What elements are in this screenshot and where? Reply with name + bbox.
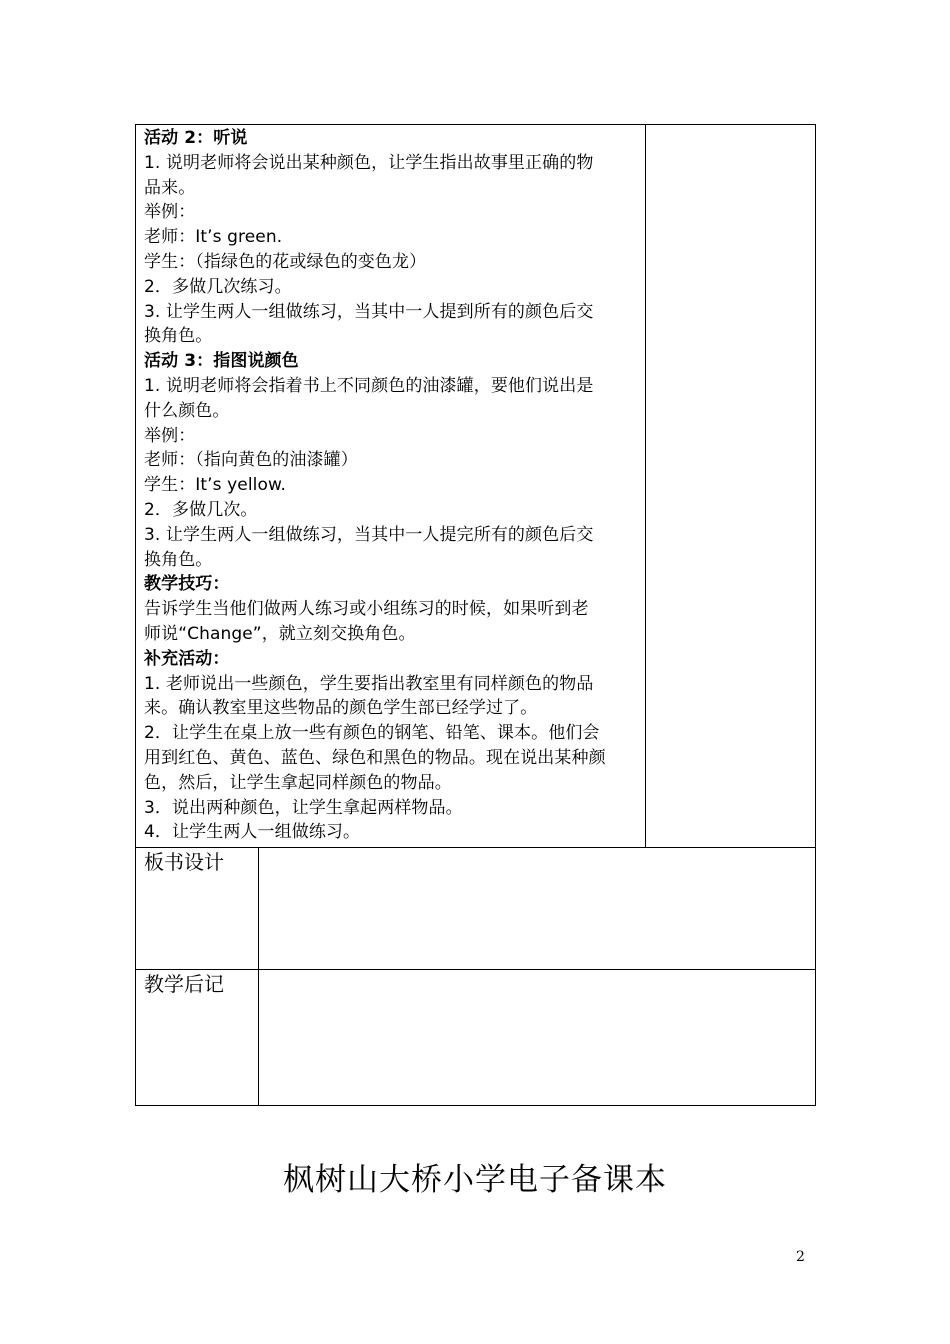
lesson-line: 2．让学生在桌上放一些有颜色的钢笔、铅笔、课本。他们会 <box>144 723 600 744</box>
lesson-column-divider <box>645 124 646 848</box>
lesson-line: 老师：（指向黄色的油漆罐） <box>144 450 358 471</box>
footer-title: 枫树山大桥小学电子备课本 <box>283 1162 667 1198</box>
lesson-line: 学生：（指绿色的花或绿色的变色龙） <box>144 251 427 272</box>
lesson-line: 2．多做几次。 <box>144 499 258 520</box>
section-heading: 活动 2：听说 <box>144 128 248 148</box>
label-column-divider <box>258 847 259 1106</box>
section-heading: 活动 3：指图说颜色 <box>144 351 299 372</box>
lesson-line: 3. 让学生两人一组做练习，当其中一人提到所有的颜色后交 <box>144 301 594 322</box>
lesson-line: 2．多做几次练习。 <box>144 276 292 297</box>
lesson-line: 1. 说明老师将会指着书上不同颜色的油漆罐，要他们说出是 <box>144 375 594 396</box>
lesson-line: 1. 老师说出一些颜色，学生要指出教室里有同样颜色的物品 <box>144 673 594 694</box>
lesson-line: 换角色。 <box>144 326 213 347</box>
lesson-line: 1. 说明老师将会说出某种颜色，让学生指出故事里正确的物 <box>144 152 594 173</box>
section-heading: 补充活动： <box>144 648 230 669</box>
lesson-line: 4．让学生两人一组做练习。 <box>144 822 361 843</box>
lesson-line: 举例： <box>144 202 196 223</box>
lesson-content <box>144 126 640 845</box>
section-heading: 教学技巧： <box>144 574 230 595</box>
lesson-line: 什么颜色。 <box>144 400 230 421</box>
lesson-line: 色，然后，让学生拿起同样颜色的物品。 <box>144 772 452 793</box>
lesson-line: 来。确认教室里这些物品的颜色学生部已经学过了。 <box>144 698 538 719</box>
row-divider-notes <box>135 969 816 970</box>
lesson-line: 用到红色、黄色、蓝色、绿色和黑色的物品。现在说出某种颜 <box>144 747 606 768</box>
lesson-line: 3. 让学生两人一组做练习，当其中一人提完所有的颜色后交 <box>144 524 594 545</box>
table-right-border <box>815 124 816 1106</box>
lesson-line: 品来。 <box>144 177 196 198</box>
lesson-line: 换角色。 <box>144 549 213 570</box>
board-design-label: 板书设计 <box>144 850 224 874</box>
page-number: 2 <box>796 1249 805 1265</box>
lesson-line: 举例： <box>144 425 196 446</box>
table-bottom-border <box>135 1105 816 1106</box>
lesson-line: 学生：It’s yellow. <box>144 475 286 496</box>
table-top-border <box>135 124 816 125</box>
lesson-line: 老师：It’s green. <box>144 227 283 248</box>
table-left-border <box>135 124 136 1106</box>
lesson-line: 3．说出两种颜色，让学生拿起两样物品。 <box>144 797 463 818</box>
lesson-line: 师说“Change”，就立刻交换角色。 <box>144 623 416 644</box>
row-divider-board <box>135 847 816 848</box>
teaching-notes-label: 教学后记 <box>144 972 224 996</box>
lesson-line: 告诉学生当他们做两人练习或小组练习的时候，如果听到老 <box>144 599 589 620</box>
